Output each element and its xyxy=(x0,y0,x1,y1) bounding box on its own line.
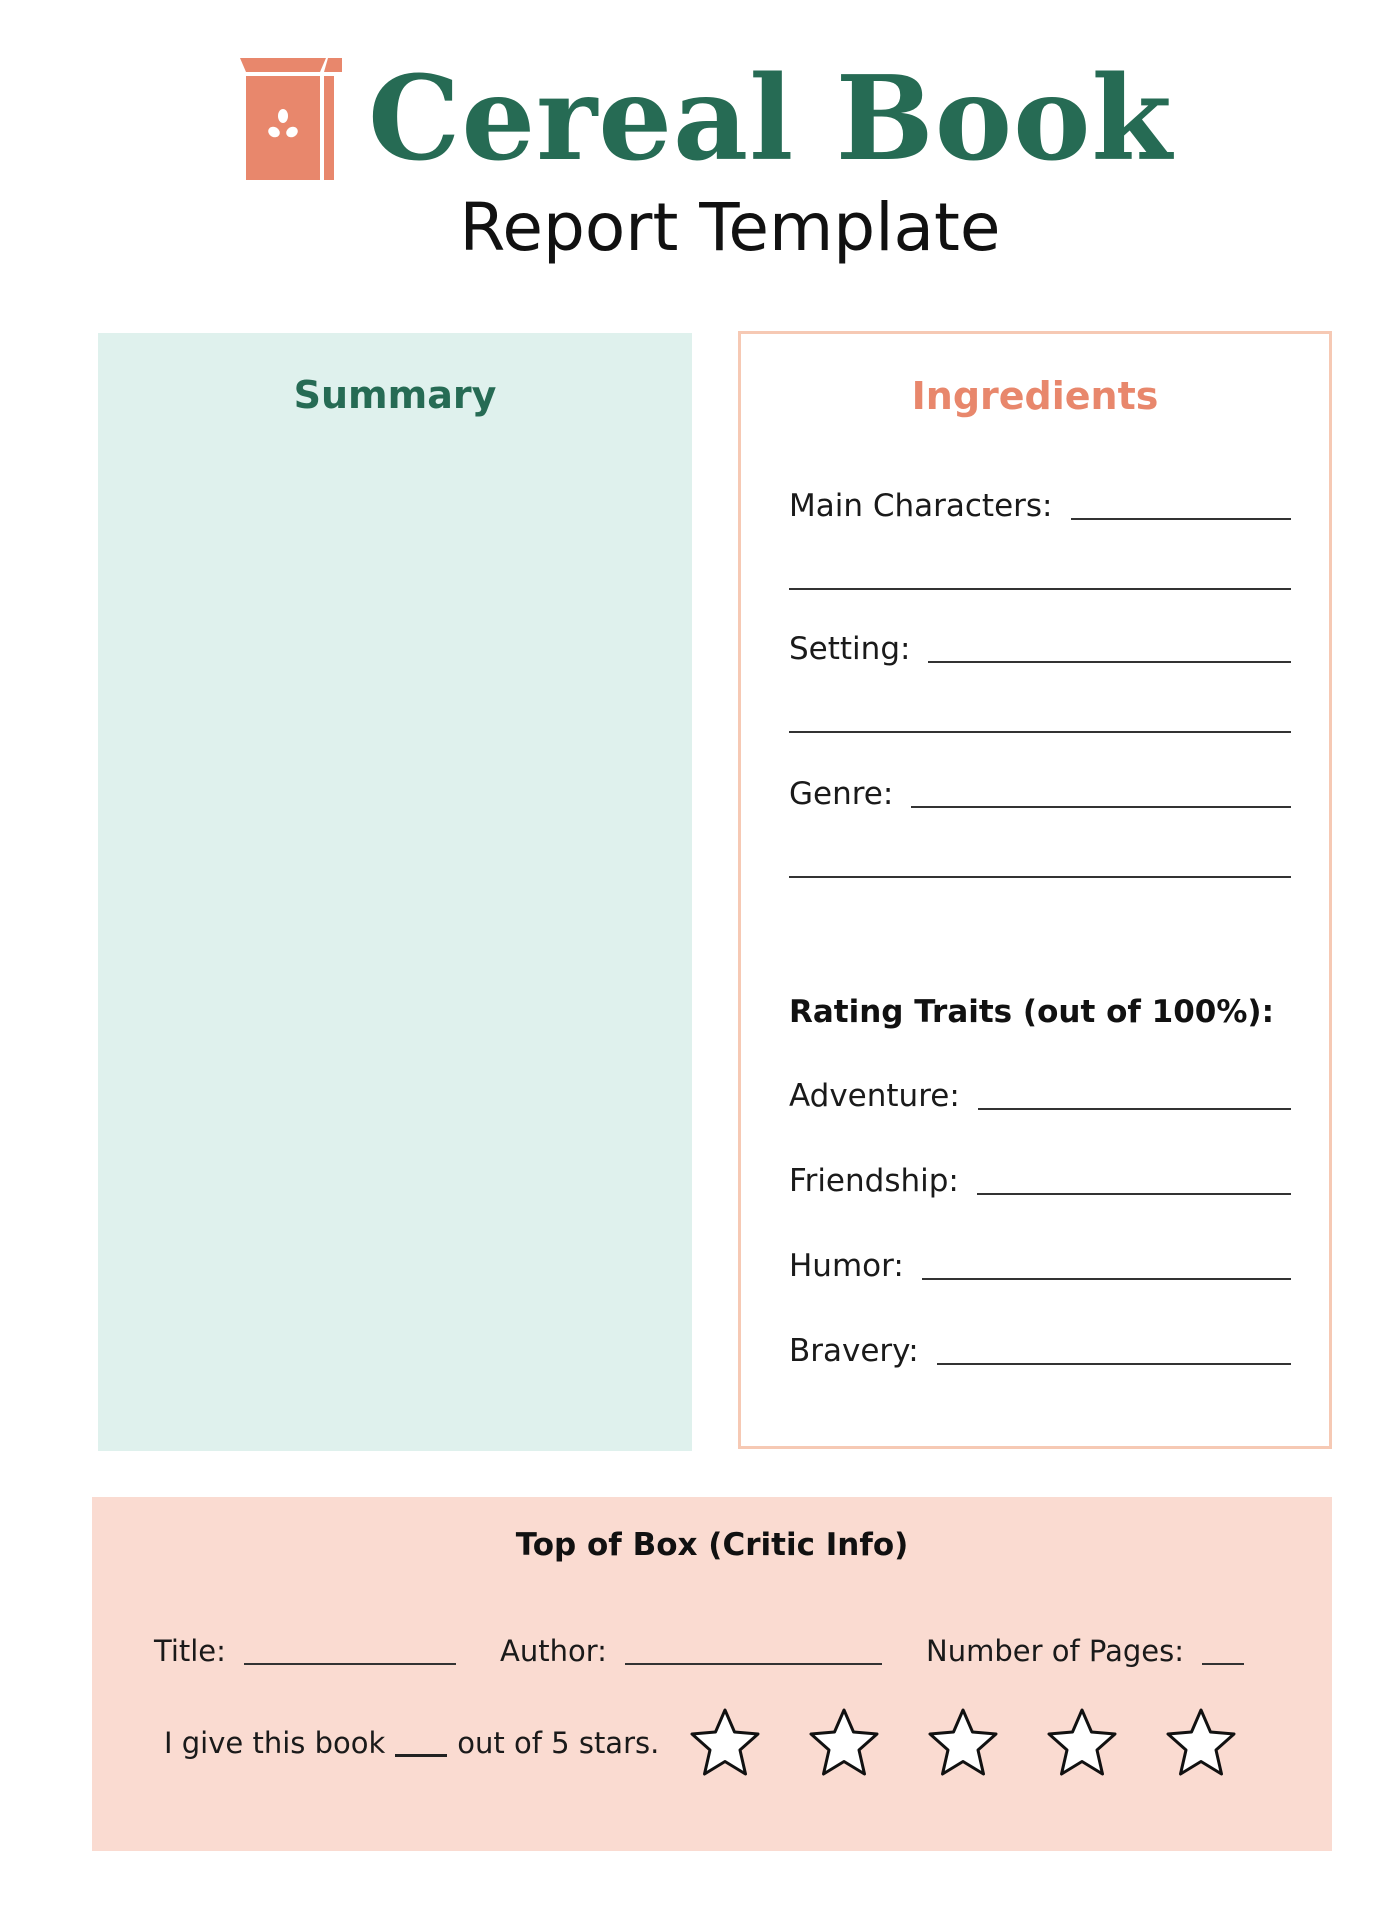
trait-humor-field[interactable] xyxy=(789,1242,1291,1286)
author-field[interactable] xyxy=(500,1627,882,1671)
critic-heading: Top of Box (Critic Info) xyxy=(515,1527,909,1563)
star-outline-icon[interactable] xyxy=(1162,1705,1240,1781)
trait-adventure-line[interactable] xyxy=(978,1108,1291,1110)
star-outline-icon[interactable] xyxy=(686,1705,764,1781)
star-count-blank[interactable] xyxy=(395,1754,447,1757)
page-title: Cereal Book xyxy=(368,51,1173,187)
trait-bravery-field[interactable] xyxy=(789,1327,1291,1371)
ingredients-heading: Ingredients xyxy=(911,374,1159,418)
star-outline-icon[interactable] xyxy=(805,1705,883,1781)
main-characters-line-2[interactable] xyxy=(789,588,1291,590)
trait-adventure-field[interactable] xyxy=(789,1072,1291,1116)
star-rating-sentence xyxy=(164,1719,659,1763)
header xyxy=(0,0,1400,290)
star-outline-icon[interactable] xyxy=(924,1705,1002,1781)
main-characters-field[interactable] xyxy=(789,482,1291,526)
trait-friendship-line[interactable] xyxy=(977,1193,1291,1195)
setting-field[interactable] xyxy=(789,625,1291,669)
trait-bravery-line[interactable] xyxy=(937,1363,1291,1365)
pages-label: Number of Pages: xyxy=(926,1634,1184,1668)
book-title-label: Title: xyxy=(154,1634,226,1668)
genre-field[interactable] xyxy=(789,770,1291,814)
setting-line[interactable] xyxy=(928,661,1291,663)
trait-bravery-label: Bravery: xyxy=(789,1333,919,1369)
trait-humor-label: Humor: xyxy=(789,1248,904,1284)
setting-line-2[interactable] xyxy=(789,731,1291,733)
author-label: Author: xyxy=(500,1634,607,1668)
cereal-box-icon xyxy=(240,58,342,180)
page-subtitle: Report Template xyxy=(459,189,1001,266)
stars-prefix: I give this book xyxy=(164,1726,386,1760)
genre-label: Genre: xyxy=(789,776,894,812)
critic-info-panel xyxy=(92,1497,1332,1851)
main-characters-line[interactable] xyxy=(1071,518,1292,520)
setting-label: Setting: xyxy=(789,631,911,667)
summary-panel[interactable] xyxy=(98,333,692,1451)
pages-field[interactable] xyxy=(926,1627,1244,1671)
trait-friendship-label: Friendship: xyxy=(789,1163,959,1199)
pages-line[interactable] xyxy=(1202,1663,1244,1665)
ingredients-panel xyxy=(738,331,1332,1449)
book-title-line[interactable] xyxy=(244,1663,456,1665)
author-line[interactable] xyxy=(625,1663,882,1665)
book-title-field[interactable] xyxy=(154,1627,456,1671)
star-outline-icon[interactable] xyxy=(1043,1705,1121,1781)
stars-suffix: out of 5 stars. xyxy=(457,1726,660,1760)
genre-line[interactable] xyxy=(911,806,1291,808)
summary-heading: Summary xyxy=(293,373,497,417)
trait-adventure-label: Adventure: xyxy=(789,1078,960,1114)
trait-friendship-field[interactable] xyxy=(789,1157,1291,1201)
trait-humor-line[interactable] xyxy=(922,1278,1291,1280)
rating-traits-heading: Rating Traits (out of 100%): xyxy=(789,994,1274,1030)
main-characters-label: Main Characters: xyxy=(789,488,1053,524)
genre-line-2[interactable] xyxy=(789,876,1291,878)
